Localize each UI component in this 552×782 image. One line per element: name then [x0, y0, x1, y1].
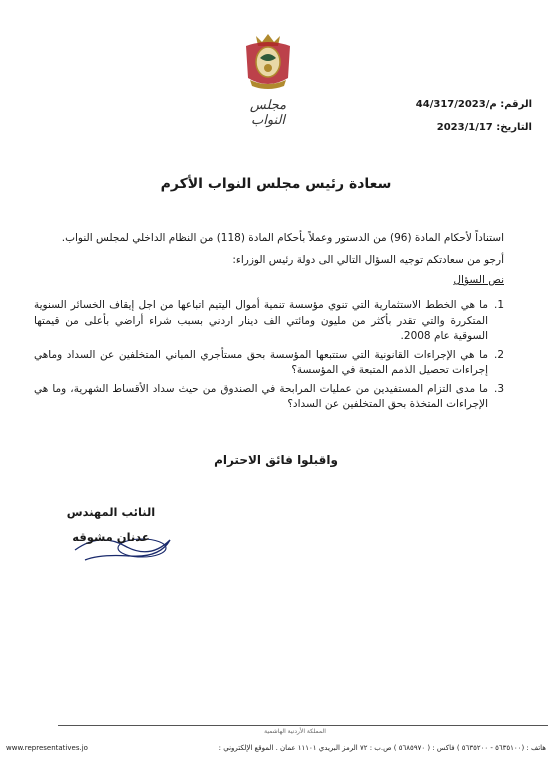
parliament-logo-text: مجلس النواب	[249, 98, 287, 128]
question-number: 3.	[493, 382, 504, 395]
signatory-name: عدنان مشوقه	[72, 530, 150, 544]
date-label: التاريخ:	[496, 122, 532, 133]
royal-emblem-icon	[240, 30, 296, 90]
request-paragraph: أرجو من سعادتكم توجيه السؤال التالي الى دولة رئيس الوزراء:	[232, 254, 504, 266]
letter-date	[437, 122, 532, 133]
question-text: ما هي الإجراءات القانونية التي ستتبعها المؤسسة بحق مستأجري المباني المتخلفين عن السداد وماهي إجراءات تحصيل الذمم المتبعة في المؤسسة؟	[34, 348, 488, 376]
questions-heading: نص السؤال	[453, 274, 504, 286]
questions-list	[34, 298, 504, 416]
footer-contact-bar	[6, 744, 546, 752]
addressee-heading: سعادة رئيس مجلس النواب الأكرم	[160, 176, 392, 192]
date-value: 2023/1/17	[436, 122, 493, 133]
question-number: 1.	[493, 299, 504, 311]
reference-number	[416, 99, 532, 110]
intro-paragraph: استناداً لأحكام المادة (96) من الدستور وعملاً بأحكام المادة (118) من النظام الداخلي لمجلس النواب.	[61, 232, 504, 244]
footer-logo-caption: المملكة الأردنية الهاشمية	[264, 728, 326, 735]
question-text: ما هي الخطط الاستثمارية التي تنوي مؤسسة تنمية أموال اليتيم اتباعها من اجل إيقاف الخسائر السنوية المتكررة والتي تقدر بأكثر من مليون ومائتي الف دينار اردني بسبب شراء أراضي بأعلى من قيمتها السوقية عام 2008.	[34, 299, 488, 342]
question-text: ما مدى التزام المستفيدين من عمليات المرابحة في الصندوق من حيث سداد الأقساط الشهرية، وما هي الإجراءات المتخذة بحق المتخلفين عن السداد؟	[34, 382, 488, 410]
ref-value: م/44/317/2023	[415, 99, 497, 110]
footer-website-link[interactable]: www.representatives.jo	[6, 744, 88, 752]
footer-contact-text: هاتف : (٥٦٣٥١٠٠ - ٥٦٣٥٢٠٠ ) فاكس : ( ٥٦٨٥٩٧٠ ) ص.ب : ٧٢ الرمز البريدي ١١١٠١ عمان . الموقع الإلكتروني :	[218, 744, 546, 752]
question-item	[34, 382, 504, 413]
signatory-title: النائب المهندس	[66, 505, 156, 519]
question-item	[34, 348, 504, 379]
question-number: 2.	[493, 348, 504, 361]
footer-divider	[58, 725, 548, 726]
question-item	[34, 298, 504, 345]
ref-label: الرقم:	[500, 99, 532, 110]
closing-line: واقبلوا فائق الاحترام	[214, 453, 338, 467]
